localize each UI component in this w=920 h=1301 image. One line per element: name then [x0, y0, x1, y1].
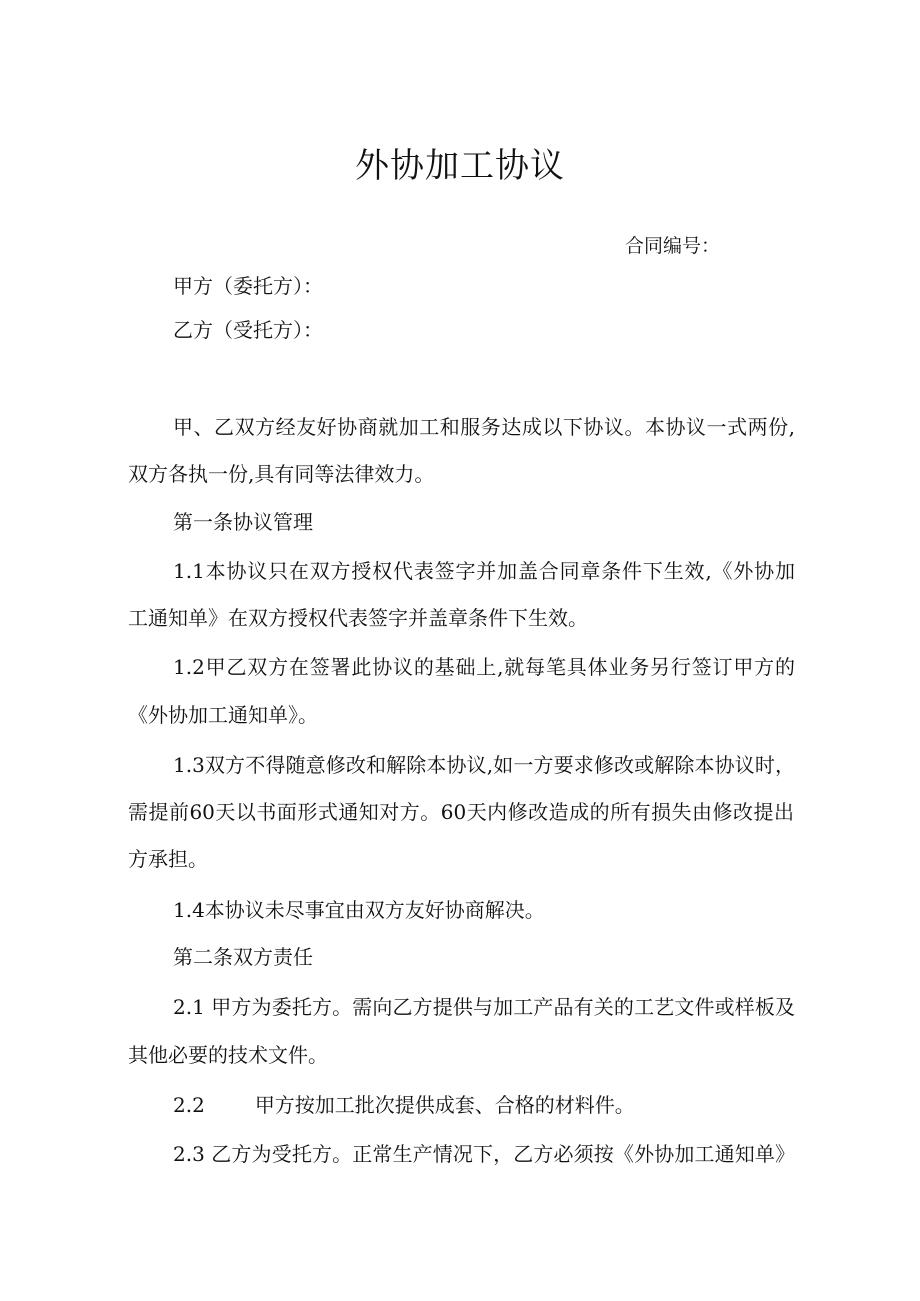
document-title: 外协加工协议 — [355, 146, 565, 186]
party-b-label: 乙方（受托方）： — [173, 318, 323, 342]
intro-line-2: 双方各执一份,具有同等法律效力。 — [128, 462, 435, 486]
clause-2-1-line-1: 2.1 甲方为委托方。需向乙方提供与加工产品有关的工艺文件或样板及 — [173, 995, 795, 1019]
clause-1-1-line-2: 工通知单》在双方授权代表签字并盖章条件下生效。 — [128, 606, 588, 630]
clause-1-4: 1.4本协议未尽事宜由双方友好协商解决。 — [173, 898, 545, 922]
clause-2-1-line-2: 其他必要的技术文件。 — [128, 1043, 328, 1067]
clause-1-2-line-1: 1.2甲乙双方在签署此协议的基础上,就每笔具体业务另行签订甲方的 — [173, 655, 795, 679]
party-a-label: 甲方（委托方）： — [173, 274, 323, 298]
intro-line-1: 甲、乙双方经友好协商就加工和服务达成以下协议。本协议一式两份, — [173, 415, 795, 439]
clause-1-1-line-1: 1.1本协议只在双方授权代表签字并加盖合同章条件下生效,《外协加 — [173, 559, 795, 583]
clause-1-2-line-2: 《外协加工通知单》。 — [128, 703, 318, 727]
clause-2-2-number: 2.2 — [173, 1093, 205, 1117]
clause-2-2-text: 甲方按加工批次提供成套、合格的材料件。 — [254, 1093, 635, 1117]
clause-2-2 — [173, 1091, 635, 1119]
article-2-heading: 第二条双方责任 — [173, 945, 313, 969]
contract-number-label: 合同编号： — [625, 235, 721, 257]
clause-2-3-line-1: 2.3 乙方为受托方。正常生产情况下，乙方必须按《外协加工通知单》 — [173, 1142, 795, 1166]
clause-1-3-line-2: 需提前60天以书面形式通知对方。60天内修改造成的所有损失由修改提出 — [128, 800, 794, 824]
clause-1-3-line-3: 方承担。 — [128, 847, 208, 871]
clause-1-3-line-1: 1.3双方不得随意修改和解除本协议,如一方要求修改或解除本协议时， — [173, 753, 795, 777]
article-1-heading: 第一条协议管理 — [173, 510, 313, 534]
